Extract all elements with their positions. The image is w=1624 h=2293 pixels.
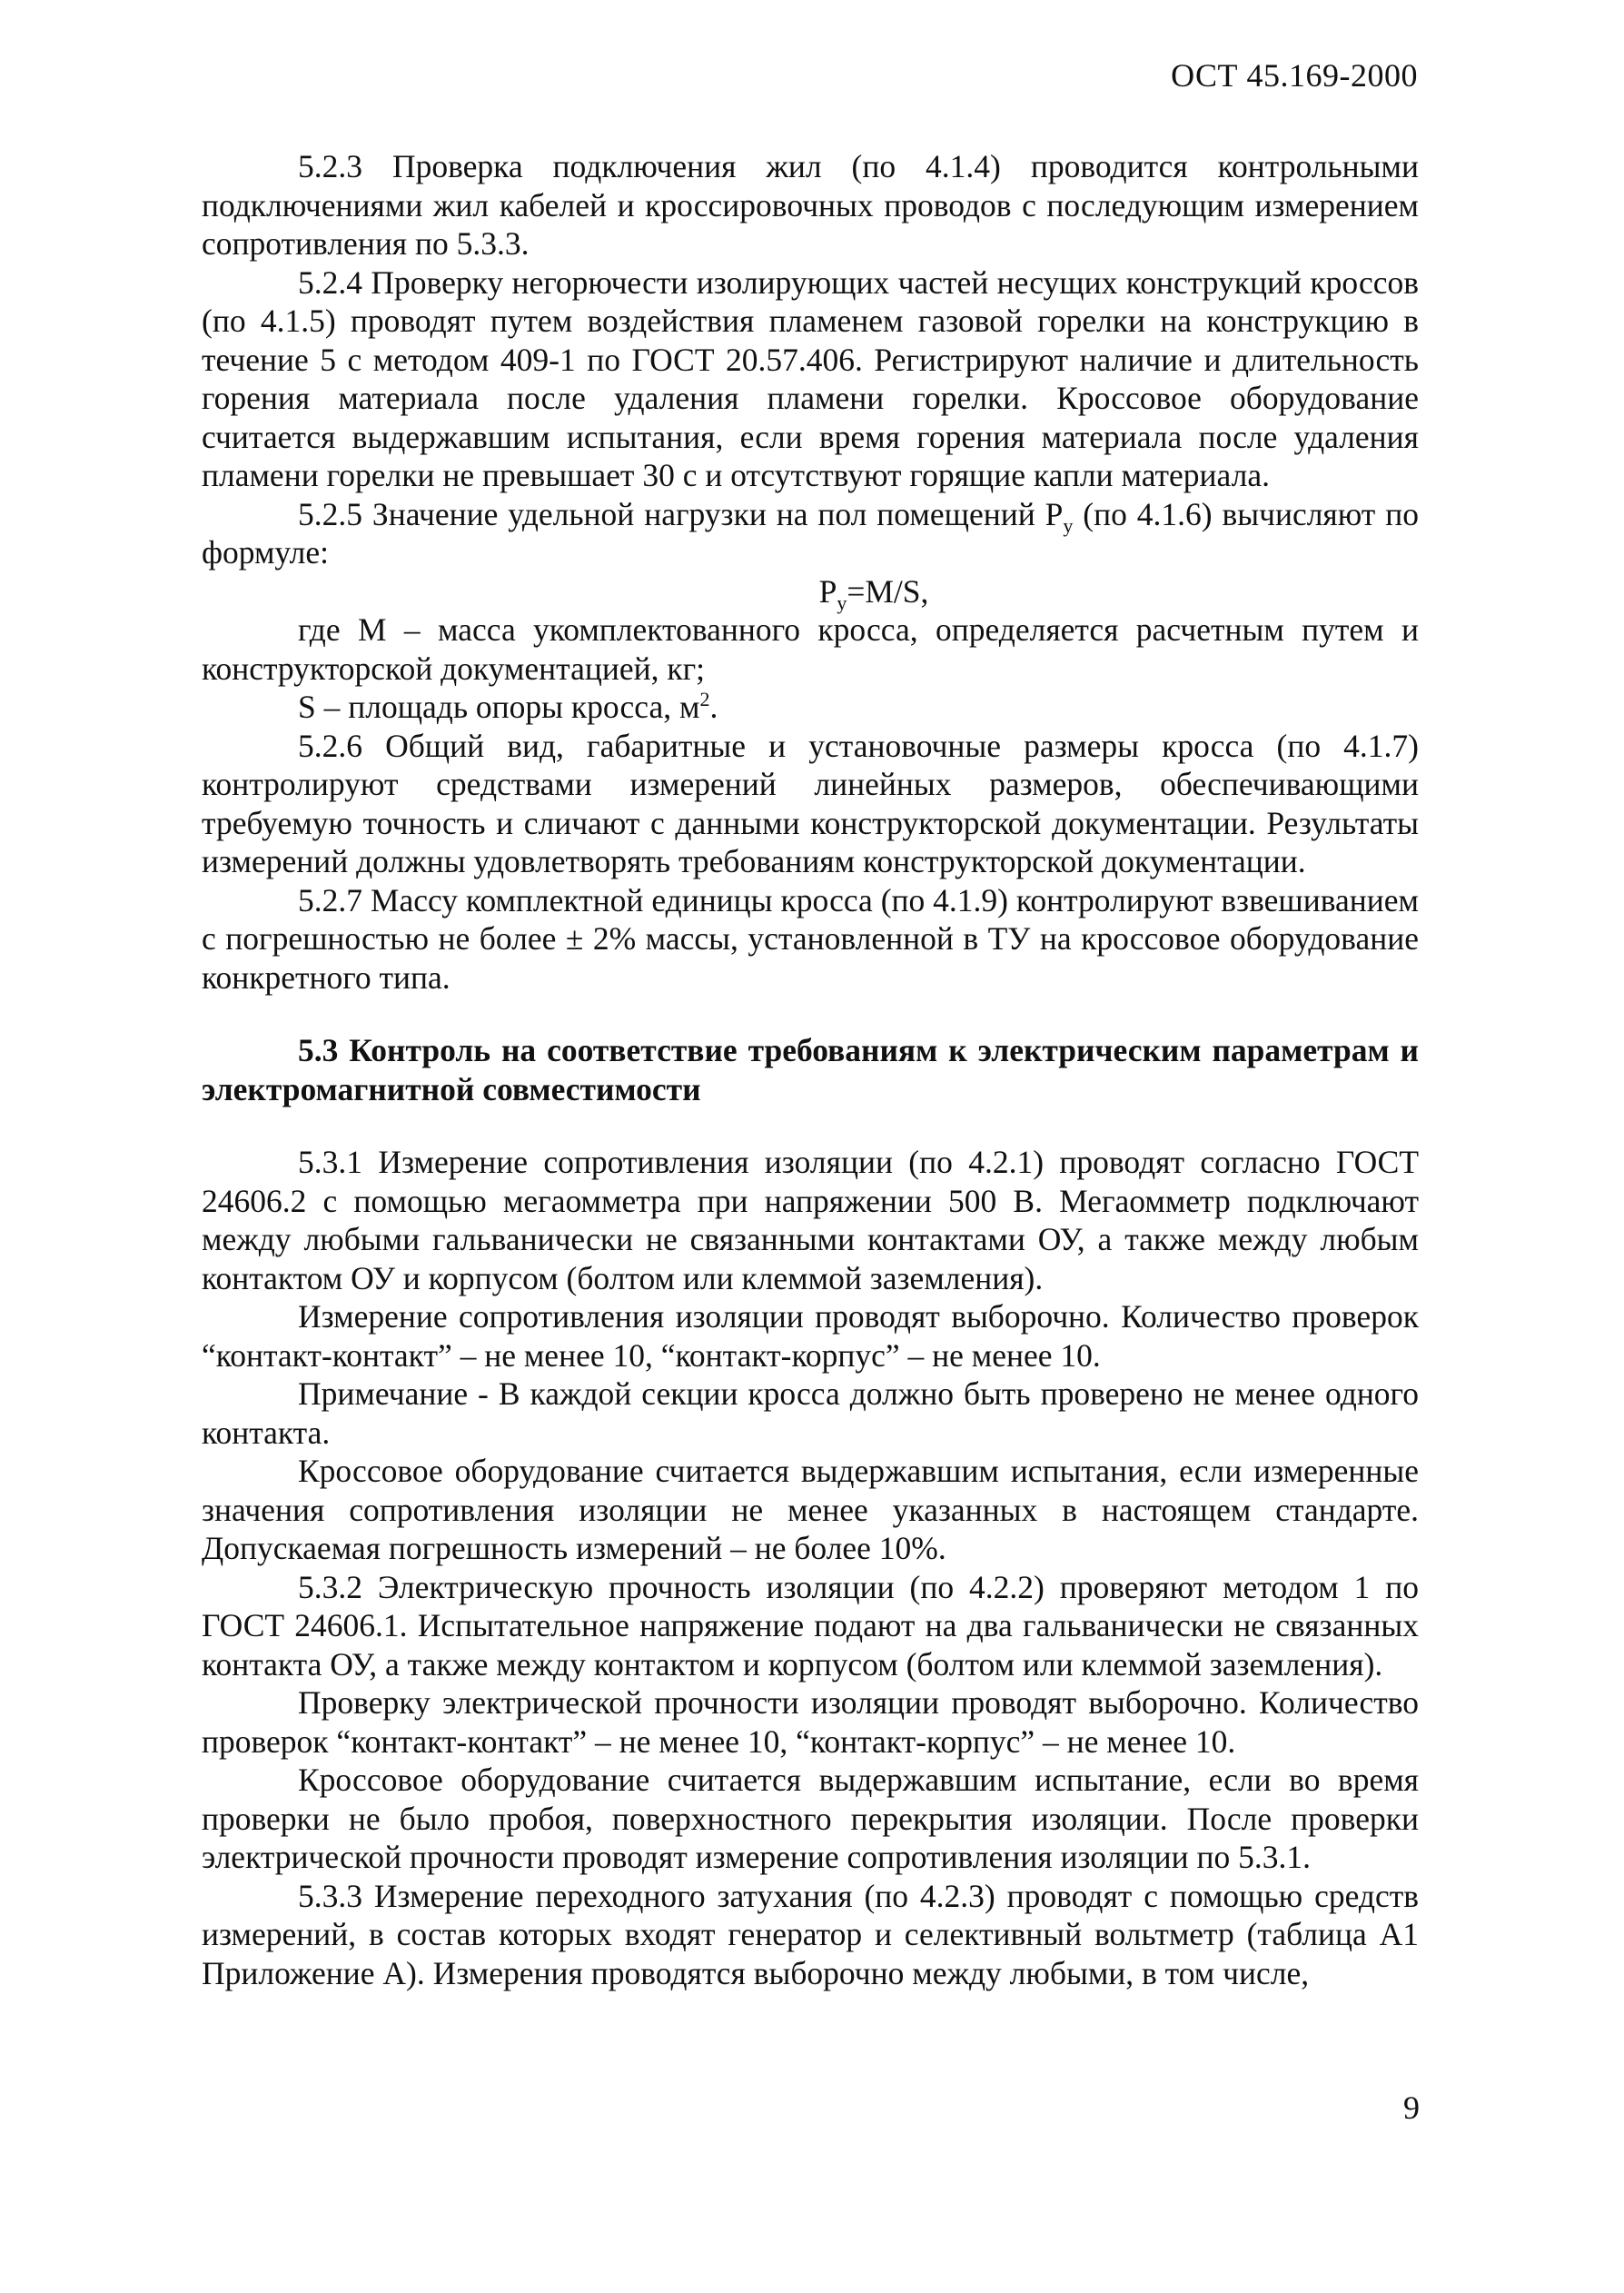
page-number: 9 [1403, 2090, 1420, 2126]
formula-where-m: где М – масса укомплектованного кросса, определяется расчетным путем и конструкторской документацией, кг; [202, 611, 1419, 687]
formula-subscript: y [837, 591, 847, 614]
section-heading-5-3: 5.3 Контроль на соответствие требованиям к электрическим параметрам и электромагнитной совместимости [202, 1032, 1419, 1107]
document-code-header: ОСТ 45.169-2000 [1171, 57, 1418, 94]
formula-expression: =M/S, [847, 572, 929, 610]
paragraph-5-2-7: 5.2.7 Массу комплектной единицы кросса (по 4.1.9) контролируют взвешиванием с погрешностью не более ± 2% массы, установленной в ТУ на кроссовое оборудование конкретного типа. [202, 881, 1419, 996]
formula-where-s [202, 688, 1419, 727]
paragraph-5-2-5-text-b: (по 4.1.6) вычисляют по формуле: [202, 495, 1419, 571]
formula-where-s-end: . [709, 689, 718, 725]
paragraph-5-3-1-criteria: Кроссовое оборудование считается выдержавшим испытания, если измеренные значения сопротивления изоляции не менее указанных в настоящем стандарте. Допускаемая погрешность измерений – не более 10%. [202, 1453, 1419, 1566]
paragraph-5-2-5-subscript: y [1063, 513, 1074, 537]
paragraph-5-2-5-text-a: 5.2.5 Значение удельной нагрузки на пол помещений P [298, 495, 1064, 532]
paragraph-5-2-4: 5.2.4 Проверку негорючести изолирующих частей несущих конструкций кроссов (по 4.1.5) проводят путем воздействия пламенем газовой горелки на конструкцию в течение 5 с методом 409-1 по ГОСТ 20.57.406. Регистрируют наличие и длительность горения материала после удаления пламени горелки. Кроссовое оборудование считается выдержавшим испытания, если время горения материала после удаления пламени горелки не превышает 30 с и отсутствуют горящие капли материала. [202, 263, 1419, 493]
formula-specific-load [202, 572, 1419, 614]
paragraph-5-3-1: 5.3.1 Измерение сопротивления изоляции (по 4.2.1) проводят согласно ГОСТ 24606.2 с помощью мегаомметра при напряжении 500 В. Мегаомметр подключают между любыми гальванически не связанными контактами ОУ, а также между любым контактом ОУ и корпусом (болтом или клеммой заземления). [202, 1144, 1419, 1296]
paragraph-5-2-3: 5.2.3 Проверка подключения жил (по 4.1.4) проводится контрольными подключениями жил кабелей и кроссировочных проводов с последующим измерением сопротивления по 5.3.3. [202, 148, 1419, 262]
page-content [202, 147, 1419, 1992]
paragraph-5-3-2-sampling: Проверку электрической прочности изоляции проводят выборочно. Количество проверок “контакт-контакт” – не менее 10, “контакт-корпус” – не менее 10. [202, 1684, 1419, 1760]
paragraph-5-3-2: 5.3.2 Электрическую прочность изоляции (по 4.2.2) проверяют методом 1 по ГОСТ 24606.1. Испытательное напряжение подают на два гальванически не связанных контакта ОУ, а также между контактом и корпусом (болтом или клеммой заземления). [202, 1568, 1419, 1683]
paragraph-5-3-1-note: Примечание - В каждой секции кросса должно быть проверено не менее одного контакта. [202, 1375, 1419, 1451]
paragraph-5-3-2-criteria: Кроссовое оборудование считается выдержавшим испытание, если во время проверки не было пробоя, поверхностного перекрытия изоляции. После проверки электрической прочности проводят измерение сопротивления изоляции по 5.3.1. [202, 1762, 1419, 1875]
paragraph-5-3-3: 5.3.3 Измерение переходного затухания (по 4.2.3) проводят с помощью средств измерений, в состав которых входят генератор и селективный вольтметр (таблица А1 Приложение А). Измерения проводятся выборочно между любыми, в том числе, [202, 1877, 1419, 1991]
formula-symbol: P [818, 572, 837, 610]
formula-where-s-superscript: 2 [699, 688, 710, 711]
paragraph-5-2-5 [202, 495, 1419, 572]
formula-where-s-text: S – площадь опоры кросса, м [298, 689, 700, 725]
paragraph-5-3-1-sampling: Измерение сопротивления изоляции проводят выборочно. Количество проверок “контакт-контакт” – не менее 10, “контакт-корпус” – не менее 10. [202, 1298, 1419, 1374]
paragraph-5-2-6: 5.2.6 Общий вид, габаритные и установочные размеры кросса (по 4.1.7) контролируют средствами измерений линейных размеров, обеспечивающими требуемую точность и сличают с данными конструкторской документации. Результаты измерений должны удовлетворять требованиям конструкторской документации. [202, 727, 1419, 879]
